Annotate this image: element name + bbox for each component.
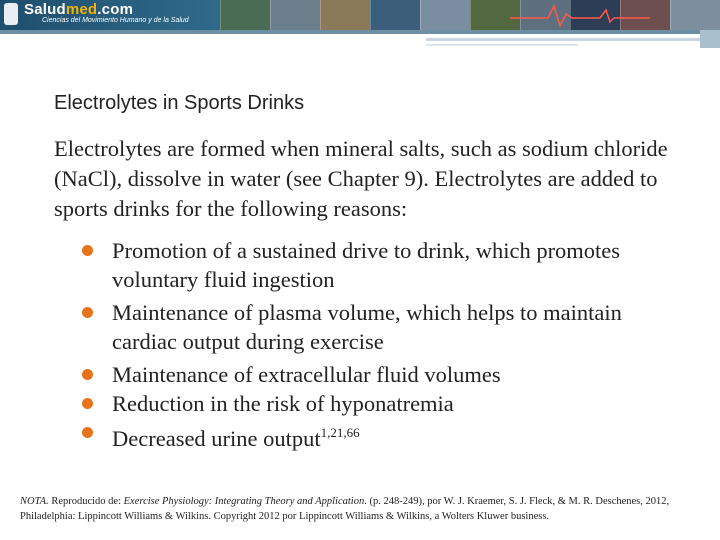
- banner-photo: [220, 0, 270, 30]
- banner-photo: [670, 0, 720, 30]
- bullet-icon: [82, 369, 93, 380]
- list-item: Promotion of a sustained drive to drink, which promotes voluntary fluid ingestion: [82, 236, 682, 294]
- list-item: Reduction in the risk of hyponatremia: [82, 389, 682, 418]
- bullet-list: [82, 236, 682, 453]
- bullet-icon: [82, 427, 93, 438]
- banner-photo: [370, 0, 420, 30]
- book-title: Exercise Physiology: Integrating Theory and Application: [123, 496, 365, 507]
- site-logo[interactable]: Saludmed.com: [24, 1, 134, 18]
- slide-heading: Electrolytes in Sports Drinks: [54, 92, 305, 114]
- header-stripe: [426, 44, 578, 46]
- site-banner: [0, 0, 720, 30]
- list-item: Maintenance of extracellular fluid volumes: [82, 360, 682, 389]
- site-tagline: Ciencias del Movimiento Humano y de la Salud: [42, 17, 189, 24]
- bullet-icon: [82, 398, 93, 409]
- banner-photo: [420, 0, 470, 30]
- header-stripe: [0, 30, 720, 34]
- slide-intro: Electrolytes are formed when mineral salts, such as sodium chloride (NaCl), dissolve in water (see Chapter 9). Electrolytes are added to sports drinks for the following reasons:: [54, 136, 668, 221]
- note-label: NOTA.: [20, 496, 49, 507]
- bullet-icon: [82, 307, 93, 318]
- banner-photo: [320, 0, 370, 30]
- header-corner: [700, 30, 720, 48]
- logo-icon: [4, 3, 18, 25]
- citation-superscript: 1,21,66: [320, 425, 360, 440]
- heartbeat-icon: [510, 0, 650, 30]
- header-stripe: [426, 38, 708, 41]
- list-item: Maintenance of plasma volume, which helps to maintain cardiac output during exercise: [82, 298, 682, 356]
- list-item: Decreased urine output$^{1,21,66}$: [82, 418, 682, 453]
- bullet-icon: [82, 245, 93, 256]
- source-note: NOTA. Reproducido de: Exercise Physiology: Integrating Theory and Application. (p. 248-249), por W. J. Kraemer, S. J. Fleck, & M. R. Deschenes, 2012, Philadelphia: Lippincott Williams & Wilkins. Copyright 2012 por Lippincott Williams & Wilkins, a Wolters Kluwer business.: [20, 496, 670, 522]
- banner-photo: [270, 0, 320, 30]
